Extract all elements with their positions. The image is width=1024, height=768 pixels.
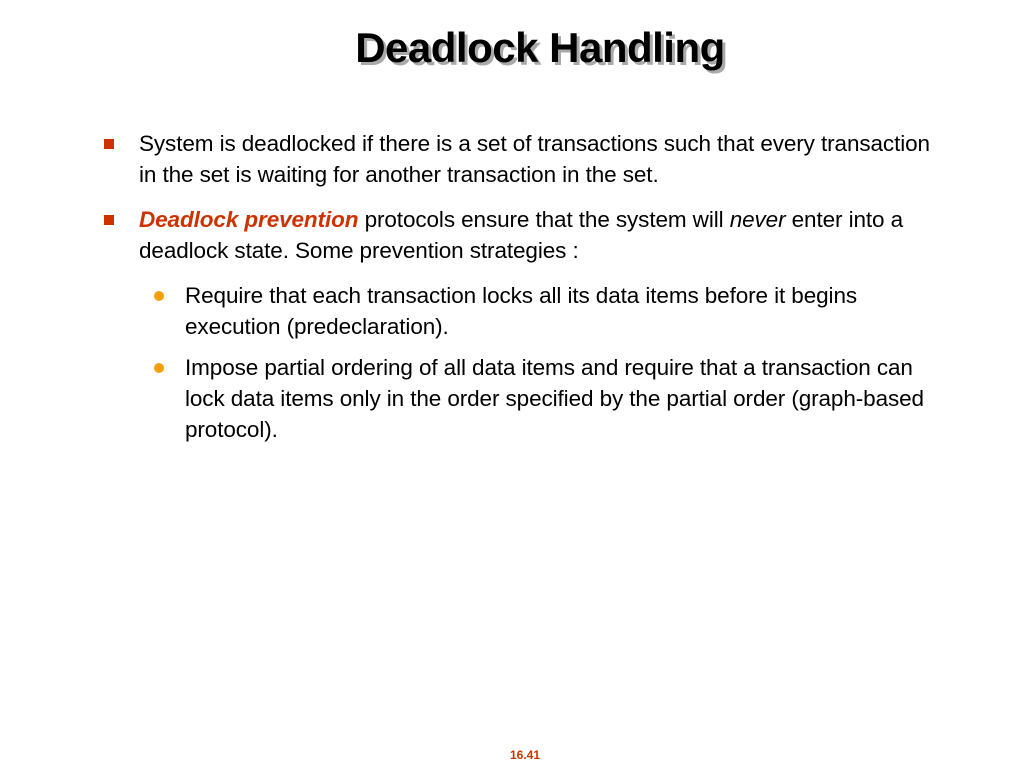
emphasis-never: never [729, 207, 786, 232]
page-number: 16.41 [509, 748, 541, 762]
sub-bullet-item-partial-ordering [102, 352, 932, 445]
round-bullet-icon [154, 363, 164, 373]
sub-bullet-item-predeclaration [102, 280, 932, 342]
bullet-text-after-emphasis: enter into a deadlock state. Some prevention strategies : [139, 207, 904, 263]
round-bullet-icon [154, 291, 164, 301]
bullet-text-before-emphasis: protocols ensure that the system will [358, 207, 730, 232]
slide-title: Deadlock Handling [355, 24, 725, 71]
sub-bullet-text: Impose partial ordering of all data items and require that a transaction can lock data items only in the order specified by the partial order (graph-based protocol). [185, 355, 924, 442]
bullet-text: System is deadlocked if there is a set of transactions such that every transaction in the set is waiting for another transaction in the set. [139, 131, 930, 187]
bullet-item-deadlock-prevention [102, 204, 932, 266]
bullet-list [102, 128, 932, 455]
square-bullet-icon [104, 139, 114, 149]
bullet-item-deadlock-definition [102, 128, 932, 190]
square-bullet-icon [104, 215, 114, 225]
sub-bullet-text: Require that each transaction locks all its data items before it begins execution (predeclaration). [185, 283, 858, 339]
term-deadlock-prevention: Deadlock prevention [139, 207, 359, 232]
